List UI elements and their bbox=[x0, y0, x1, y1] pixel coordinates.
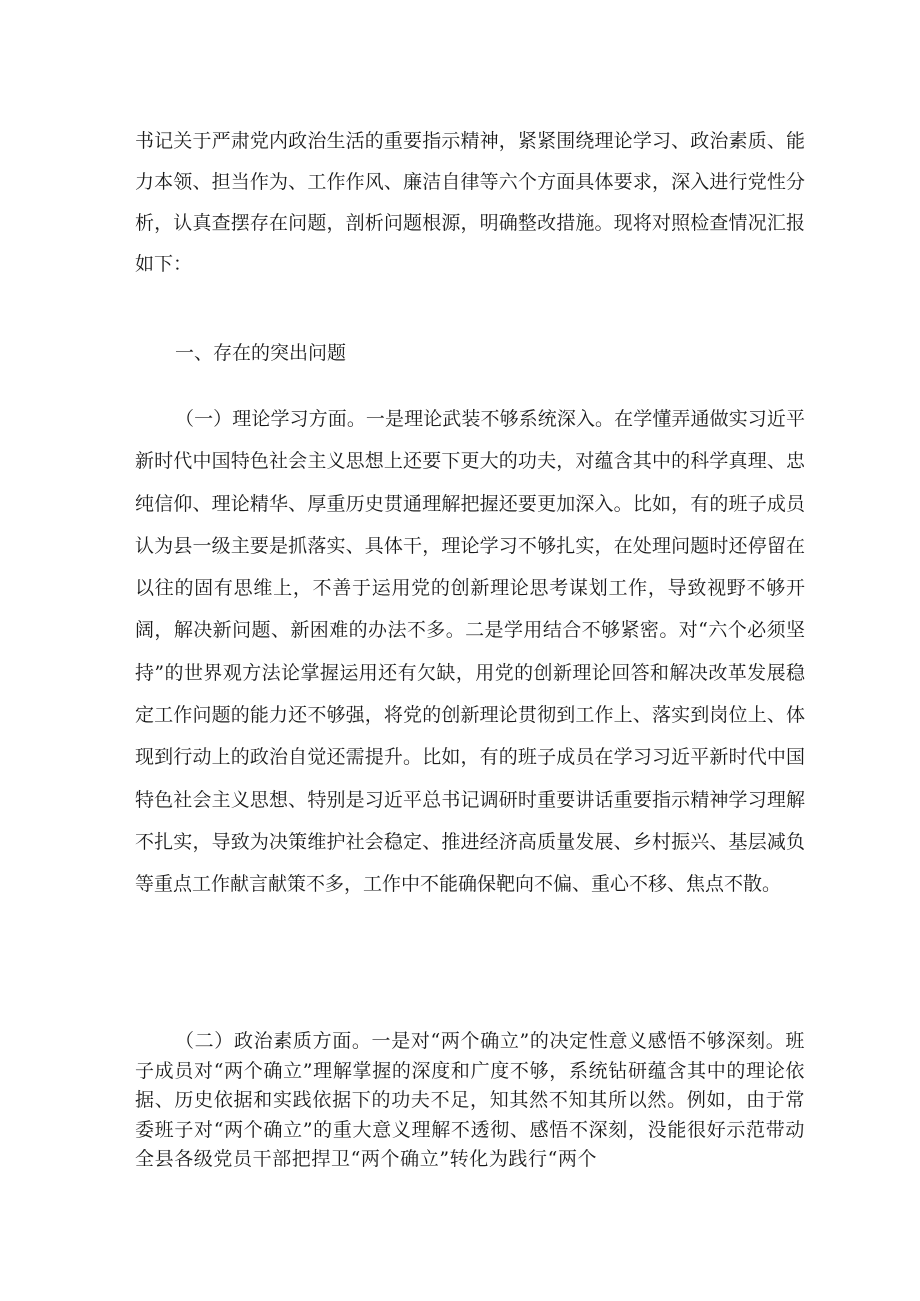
intro-paragraph: 书记关于严肃党内政治生活的重要指示精神，紧紧围绕理论学习、政治素质、能力本领、担当作为、工作作风、廉洁自律等六个方面具体要求，深入进行党性分析，认真查摆存在问题，剖析问题根源，明确整改措施。现将对照检查情况汇报如下： bbox=[135, 130, 805, 275]
section-heading: 一、存在的突出问题 bbox=[175, 342, 347, 364]
political-quality-paragraph: （二）政治素质方面。一是对“两个确立”的决定性意义感悟不够深刻。班子成员对“两个确立”理解掌握的深度和广度不够，系统钻研蕴含其中的理论依据、历史依据和实践依据下的功夫不足，知其然不知其所以然。例如，由于常委班子对“两个确立”的重大意义理解不透彻、感悟不深刻，没能很好示范带动全县各级党员干部把捍卫“两个确立”转化为践行“两个 bbox=[135, 1030, 805, 1170]
theory-study-paragraph: （一）理论学习方面。一是理论武装不够系统深入。在学懂弄通做实习近平新时代中国特色社会主义思想上还要下更大的功夫，对蕴含其中的科学真理、忠纯信仰、理论精华、厚重历史贯通理解把握还要更加深入。比如，有的班子成员认为县一级主要是抓落实、具体干，理论学习不够扎实，在处理问题时还停留在以往的固有思维上，不善于运用党的创新理论思考谋划工作，导致视野不够开阔，解决新问题、新困难的办法不多。二是学用结合不够紧密。对“六个必须坚持”的世界观方法论掌握运用还有欠缺，用党的创新理论回答和解决改革发展稳定工作问题的能力还不够强，将党的创新理论贯彻到工作上、落实到岗位上、体现到行动上的政治自觉还需提升。比如，有的班子成员在学习习近平新时代中国特色社会主义思想、特别是习近平总书记调研时重要讲话重要指示精神学习理解不扎实，导致为决策维护社会稳定、推进经济高质量发展、乡村振兴、基层减负等重点工作献言献策不多，工作中不能确保靶向不偏、重心不移、焦点不散。 bbox=[135, 408, 805, 896]
